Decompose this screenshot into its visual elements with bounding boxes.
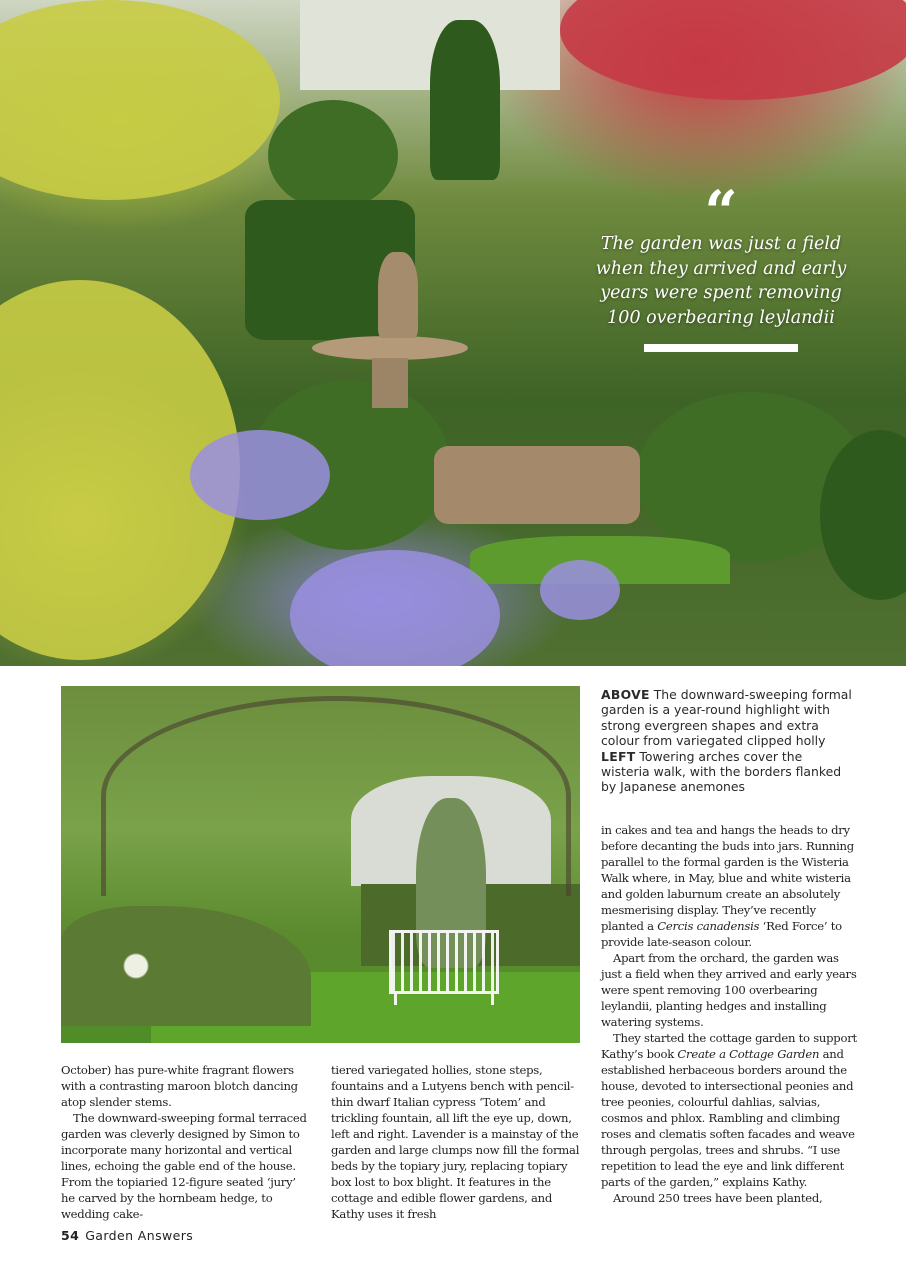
text-run: ‘Red Force’ to provide late-season colour. — [601, 919, 842, 949]
photo-wisteria-walk — [61, 686, 580, 1043]
paragraph: Apart from the orchard, the garden was just a field when they arrived and early years were spent removing 100 overbearing leylandii, planting hedges and installing watering systems. — [601, 951, 857, 1029]
caption-above-text: The downward-sweeping formal garden is a year-round highlight with strong evergreen shapes and extra colour from variegated clipped holly — [601, 687, 852, 749]
paragraph: October) has pure-white fragrant flowers with a contrasting maroon blotch dancing atop slender stems. — [61, 1063, 298, 1109]
cherub-statue — [378, 252, 418, 338]
paragraph: Around 250 trees have been planted, — [613, 1191, 823, 1205]
text-run: and established herbaceous borders around the house, devoted to intersectional peonies and tree peonies, colourful dahlias, salvias, cosmos and phlox. Rambling and climbing roses and clematis soften facades and weave through pergolas, trees and shrubs. “I use repetition to lead the eye and link different parts of the garden,” explains Kathy. — [601, 1047, 855, 1189]
text-run: in cakes and tea and hangs the heads to dry before decanting the buds into jars. Running parallel to the formal garden is the Wisteria Walk where, in May, blue and white wisteria and golden laburnum create an absolutely mesmerising display. They’ve recently planted a — [601, 823, 854, 933]
plant-name-italic: Cercis canadensis — [657, 919, 760, 933]
bench-leg — [491, 991, 494, 1005]
topiary-ball-upper — [268, 100, 398, 210]
fountain-bowl — [312, 336, 468, 360]
paragraph — [601, 1030, 857, 1190]
paragraph: tiered variegated hollies, stone steps, fountains and a Lutyens bench with pencil-thin dwarf Italian cypress ‘Totem’ and trickling fountain, all lift the eye up, down, left and right. Lavender is a mainstay of the garden and large clumps now fill the formal beds by the topiary jury, replacing topiary box lost to box blight. It features in the cottage and edible flower gardens, and Kathy uses it fresh — [331, 1063, 580, 1221]
text-run: They started the cottage garden to support Kathy’s book — [601, 1031, 857, 1061]
body-column-1 — [61, 1062, 313, 1222]
white-bench — [389, 930, 499, 994]
caption-above-label: ABOVE — [601, 687, 650, 702]
paragraph — [601, 822, 857, 950]
caption-left-text: Towering arches cover the wisteria walk, with the borders flanked by Japanese anemones — [601, 748, 842, 795]
variegated-holly-top — [0, 0, 280, 200]
page-footer — [61, 1228, 193, 1243]
quote-mark-icon: “ — [704, 178, 738, 246]
aster-cluster-front — [290, 550, 500, 666]
paragraph: The downward-sweeping formal terraced garden was cleverly designed by Simon to incorporate many horizontal and vertical lines, echoing the gable end of the house. From the topiaried 12-figure seated ‘jury’ he carved by the hornbeam hedge, to wedding cake- — [61, 1111, 307, 1221]
pull-quote-text: The garden was just a field when they arrived and early years were spent removing 100 overbearing leylandii — [595, 234, 847, 328]
red-foliage — [560, 0, 906, 100]
body-column-2 — [331, 1062, 583, 1222]
bench-leg — [394, 991, 397, 1005]
book-title-italic: Create a Cottage Garden — [677, 1047, 820, 1061]
caption-left-label: LEFT — [601, 748, 636, 764]
fountain-basin — [434, 446, 640, 524]
cypress-tree — [430, 20, 500, 180]
wisteria-arch — [101, 696, 571, 896]
aster-cluster-left — [190, 430, 330, 520]
fountain-pedestal — [372, 358, 408, 408]
body-column-3 — [601, 822, 857, 1206]
japanese-anemones — [61, 906, 311, 1026]
magazine-name: Garden Answers — [85, 1228, 194, 1243]
aster-cluster-right — [540, 560, 620, 620]
pull-quote — [582, 178, 860, 352]
pull-quote-rule — [644, 344, 798, 352]
photo-caption — [601, 687, 853, 795]
page-number: 54 — [61, 1228, 80, 1243]
